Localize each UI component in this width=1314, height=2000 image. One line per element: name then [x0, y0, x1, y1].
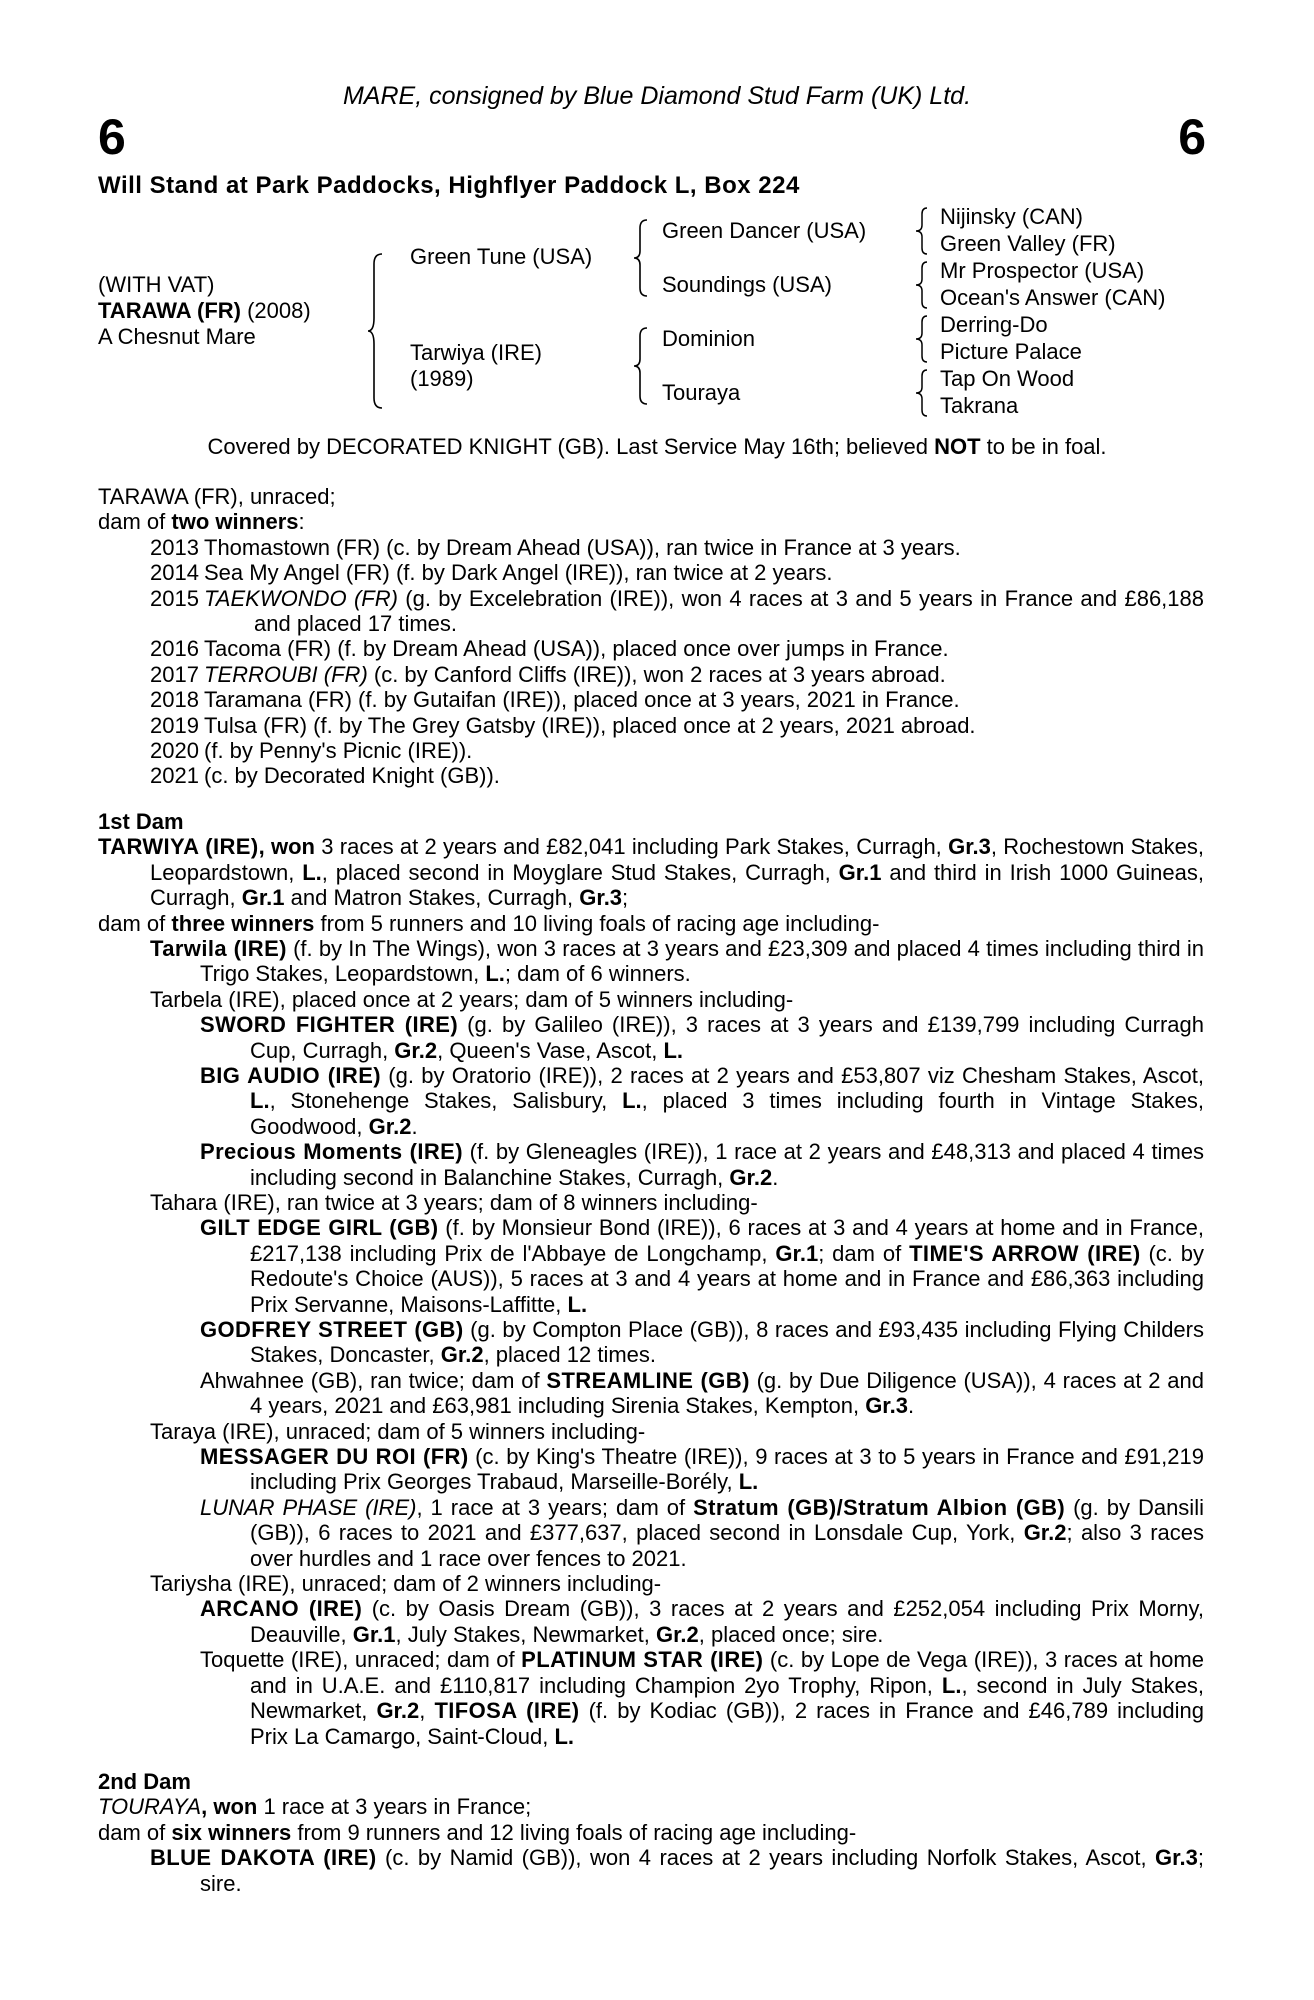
gen3-ancestor: Nijinsky (CAN) [940, 204, 1083, 229]
grade: L. [663, 1037, 684, 1063]
consignor-line: MARE, consigned by Blue Diamond Stud Farm (UK) Ltd. [342, 82, 972, 110]
grade: L. [738, 1469, 759, 1495]
text: , placed once; sire. [698, 1621, 884, 1647]
horse-name: PLATINUM STAR (IRE) [521, 1647, 764, 1673]
grade: L. [567, 1291, 588, 1317]
text: (f. by Kodiac (GB)), 2 races in France and £46,789 including Prix La Camargo, Saint-Cloud, [250, 1698, 1204, 1749]
text: . [908, 1393, 915, 1419]
entry-godfrey-street [98, 1317, 1204, 1368]
grade: Gr.2 [1023, 1520, 1067, 1546]
entry-tarwila [98, 936, 1204, 987]
entry-gilt-edge-girl [98, 1215, 1204, 1317]
text: (f. by Gleneagles (IRE)), 1 race at 2 years and £48,313 and placed 4 times including second in Balanchine Stakes, Curragh, [250, 1139, 1205, 1190]
text: ; also 3 races over hurdles and 1 race over fences to 2021. [250, 1520, 1204, 1571]
dam: Tarwiya (IRE) [410, 340, 543, 365]
lot-number-right: 6 [1178, 109, 1206, 165]
text: (c. by Lope de Vega (IRE)), 3 races at home and in U.A.E. and £110,817 including Champion 2yo Trophy, Ripon, [250, 1647, 1204, 1698]
text: ; dam of 6 winners. [504, 961, 691, 987]
winner-count: six winners [171, 1819, 292, 1845]
second-dam-produce [98, 1820, 1204, 1845]
gen3-ancestor: Tap On Wood [940, 366, 1075, 391]
grade: L. [941, 1672, 962, 1698]
entry-precious-moments [98, 1139, 1204, 1190]
text: . [411, 1113, 418, 1139]
entry-ahwahnee [98, 1368, 1204, 1419]
text: (g. by Galileo (IRE)), 3 races at 3 years and £139,799 including Curragh Cup, Curragh, [250, 1012, 1204, 1063]
grade: Gr.3 [579, 885, 623, 911]
produce-year: 2013 [150, 534, 199, 560]
grade: Gr.1 [352, 1621, 396, 1647]
dam-year: (1989) [410, 366, 474, 391]
grade: L. [554, 1723, 575, 1749]
horse-year: (2008) [240, 298, 311, 323]
gen3-ancestor: Picture Palace [940, 339, 1082, 364]
won: , won [201, 1794, 258, 1820]
produce-text [204, 586, 1204, 637]
text: 3 races at 2 years and £82,041 including Park Stakes, Curragh, [315, 834, 949, 860]
produce-detail: (c. by Canford Cliffs (IRE)), won 2 races at 3 years abroad. [367, 661, 946, 687]
grade: Gr.2 [376, 1698, 420, 1724]
produce-year: 2019 [150, 712, 199, 738]
produce-row [98, 586, 1204, 637]
text: Ahwahnee (GB), ran twice; dam of [200, 1367, 547, 1393]
gen3-ancestor: Ocean's Answer (CAN) [940, 285, 1166, 310]
horse-description: A Chesnut Mare [98, 324, 256, 349]
text: : [298, 509, 305, 535]
produce-row [98, 687, 1204, 712]
text: (c. by Oasis Dream (GB)), 3 races at 2 years and £252,054 including Prix Morny, Deauville, [250, 1596, 1204, 1647]
produce-year: 2016 [150, 636, 199, 662]
text: . [772, 1164, 779, 1190]
text: , Stonehenge Stakes, Salisbury, [269, 1088, 623, 1114]
text: (g. by Compton Place (GB)), 8 races and £93,435 including Flying Childers Stakes, Doncaster, [250, 1317, 1204, 1368]
produce-row [98, 763, 1204, 788]
produce-name: TERROUBI (FR) [204, 661, 368, 687]
produce-row [98, 738, 1204, 763]
grade: L. [485, 961, 505, 987]
gen1-brace [366, 252, 386, 410]
grade: Gr.2 [368, 1113, 412, 1139]
text: , July Stakes, Newmarket, [395, 1621, 656, 1647]
produce-dam-of [98, 509, 1204, 534]
produce-year: 2018 [150, 687, 199, 713]
entry-tariysha: Tariysha (IRE), unraced; dam of 2 winners including- [150, 1571, 662, 1597]
covering-end: to be in foal. [980, 434, 1107, 459]
gen3-brace-4 [914, 368, 930, 418]
gen2-brace-top [632, 218, 650, 298]
horse-name: Tarwila (IRE) [150, 935, 287, 961]
grade: Gr.2 [729, 1164, 773, 1190]
gen3-ancestor: Green Valley (FR) [940, 231, 1116, 256]
horse-name: TIME'S ARROW (IRE) [909, 1240, 1141, 1266]
won: , won [258, 834, 315, 860]
text: (g. by Oratorio (IRE)), 2 races at 2 years and £53,807 viz Chesham Stakes, Ascot, [381, 1062, 1204, 1088]
sire: Green Tune (USA) [410, 244, 593, 269]
entry-tarbela: Tarbela (IRE), placed once at 2 years; dam of 5 winners including- [150, 986, 794, 1012]
covering-note [0, 434, 1314, 460]
produce-text: (c. by Decorated Knight (GB)). [204, 763, 500, 789]
produce-row [98, 535, 1204, 560]
horse-name: SWORD FIGHTER (IRE) [200, 1012, 459, 1038]
grade: Gr.1 [838, 859, 882, 885]
text: ; sire. [200, 1845, 1204, 1896]
grade: Gr.3 [1155, 1845, 1198, 1871]
text: (c. by Namid (GB)), won 4 races at 2 years including Norfolk Stakes, Ascot, [376, 1845, 1156, 1871]
produce-text: Tulsa (FR) (f. by The Grey Gatsby (IRE)), placed once at 2 years, 2021 abroad. [204, 712, 976, 738]
gen3-ancestor: Mr Prospector (USA) [940, 258, 1145, 283]
text: dam of [98, 1819, 172, 1845]
text: 1 race at 3 years in France; [257, 1794, 532, 1820]
horse-name: MESSAGER DU ROI (FR) [200, 1444, 469, 1470]
produce-row [98, 560, 1204, 585]
grade: L. [622, 1088, 642, 1114]
dam-name: TARWIYA (IRE) [98, 834, 259, 860]
text: (g. by Due Diligence (USA)), 4 races at 2 and 4 years, 2021 and £63,981 including Sirenia Stakes, Kempton, [250, 1367, 1205, 1419]
horse-name: STREAMLINE (GB) [546, 1367, 750, 1393]
produce-record [98, 484, 1204, 1896]
second-dam-record [98, 1794, 1204, 1819]
text: , Rochestown Stakes, Leopardstown, [150, 834, 1205, 885]
first-dam-heading: 1st Dam [98, 808, 184, 834]
covering-text: Covered by DECORATED KNIGHT (GB). Last Service May 16th; believed [207, 434, 935, 459]
horse-name: TIFOSA (IRE) [434, 1698, 580, 1724]
winner-count: three winners [171, 910, 315, 936]
produce-text: Thomastown (FR) (c. by Dream Ahead (USA)), ran twice in France at 3 years. [204, 534, 961, 560]
grade: Gr.2 [394, 1037, 438, 1063]
gen3-brace-3 [914, 314, 930, 364]
entry-blue-dakota [98, 1845, 1204, 1896]
produce-row [98, 713, 1204, 738]
produce-year: 2017 [150, 661, 199, 687]
entry-tahara: Tahara (IRE), ran twice at 3 years; dam of 8 winners including- [150, 1189, 758, 1215]
horse-name: GODFREY STREET (GB) [200, 1317, 464, 1342]
second-dam-heading: 2nd Dam [98, 1768, 191, 1794]
produce-text: Sea My Angel (FR) (f. by Dark Angel (IRE)), ran twice at 2 years. [204, 560, 833, 586]
produce-year: 2021 [150, 763, 199, 789]
text: from 5 runners and 10 living foals of racing age including- [314, 910, 880, 936]
produce-year: 2014 [150, 560, 199, 586]
produce-name: TAEKWONDO (FR) [204, 585, 398, 611]
entry-arcano [98, 1596, 1204, 1647]
grade: Gr.3 [948, 834, 991, 860]
covering-not: NOT [934, 434, 981, 459]
grade: L. [302, 859, 322, 885]
entry-big-audio [98, 1063, 1204, 1139]
entry-lunar-phase [98, 1495, 1204, 1571]
lot-number-left: 6 [98, 109, 126, 165]
text: , placed second in Moyglare Stud Stakes, Curragh, [321, 859, 839, 885]
entry-messager-du-roi [98, 1444, 1204, 1495]
dam-name: TOURAYA [98, 1794, 202, 1820]
horse-name: BIG AUDIO (IRE) [200, 1062, 382, 1088]
first-dam-produce [98, 911, 1204, 936]
gen3-brace-1 [914, 206, 930, 256]
gen3-ancestor: Takrana [940, 393, 1019, 418]
produce-text [204, 662, 1204, 687]
horse-name: Stratum (GB)/Stratum Albion (GB) [693, 1494, 1066, 1520]
text: and Matron Stakes, Curragh, [284, 885, 580, 911]
produce-row [98, 662, 1204, 687]
produce-detail: (g. by Excelebration (IRE)), won 4 races at 3 and 5 years in France and £86,188 and placed 17 times. [254, 585, 1204, 637]
text: , 1 race at 3 years; dam of [416, 1494, 694, 1520]
horse-name: BLUE DAKOTA (IRE) [150, 1845, 377, 1871]
dam-sire: Dominion [662, 326, 755, 351]
gen3-ancestor: Derring-Do [940, 312, 1048, 337]
sire-sire: Green Dancer (USA) [662, 218, 867, 243]
horse-name: GILT EDGE GIRL (GB) [200, 1215, 439, 1241]
produce-year: 2015 [150, 585, 199, 611]
text: (g. by Dansili (GB)), 6 races to 2021 and £377,637, placed second in Lonsdale Cup, York, [250, 1494, 1204, 1546]
entry-sword-fighter [98, 1012, 1204, 1063]
gen3-brace-2 [914, 260, 930, 310]
text: (c. by King's Theatre (IRE)), 9 races at 3 to 5 years in France and £91,219 including Prix Georges Trabaud, Marseille-Borély, [250, 1444, 1204, 1495]
text: ; [622, 885, 629, 911]
text: , placed 12 times. [483, 1342, 657, 1368]
grade: Gr.3 [865, 1393, 908, 1419]
first-dam-record [98, 834, 1204, 910]
produce-text: Taramana (FR) (f. by Gutaifan (IRE)), placed once at 3 years, 2021 in France. [204, 687, 960, 713]
text: , second in July Stakes, Newmarket, [250, 1672, 1204, 1724]
text: and third in Irish 1000 Guineas, Curragh, [150, 859, 1204, 911]
produce-year: 2020 [150, 738, 199, 764]
horse-name-line [98, 298, 311, 324]
text: dam of [98, 509, 172, 535]
grade: Gr.1 [241, 885, 285, 911]
horse-name: LUNAR PHASE (IRE) [200, 1494, 417, 1520]
text: from 9 runners and 12 living foals of racing age including- [291, 1819, 857, 1845]
text: , placed 3 times including fourth in Vintage Stakes, Goodwood, [250, 1088, 1204, 1139]
grade: Gr.2 [655, 1621, 699, 1647]
text: ; dam of [818, 1240, 910, 1266]
produce-intro: TARAWA (FR), unraced; [98, 484, 336, 509]
entry-taraya: Taraya (IRE), unraced; dam of 5 winners including- [150, 1418, 646, 1444]
text: (f. by Monsieur Bond (IRE)), 6 races at 3 and 4 years at home and in France, £217,138 including Prix de l'Abbaye de Longchamp, [250, 1215, 1205, 1266]
horse-name: ARCANO (IRE) [200, 1596, 363, 1622]
grade: Gr.1 [775, 1240, 819, 1266]
dam-dam: Touraya [662, 380, 741, 405]
entry-toquette [98, 1647, 1204, 1749]
horse-name: Precious Moments (IRE) [200, 1139, 463, 1165]
text: (f. by In The Wings), won 3 races at 3 years and £23,309 and placed 4 times including third in Trigo Stakes, Leopardstown, [200, 935, 1204, 987]
sire-dam: Soundings (USA) [662, 272, 832, 297]
text: , [419, 1698, 435, 1724]
text: (c. by Redoute's Choice (AUS)), 5 races at 3 and 4 years at home and in France and £86,363 including Prix Servanne, Maisons-Laffitte, [250, 1240, 1204, 1317]
horse-name: TARAWA (FR) [98, 298, 241, 323]
winner-count: two winners [171, 509, 299, 535]
text: Toquette (IRE), unraced; dam of [200, 1647, 522, 1673]
grade: Gr.2 [440, 1342, 484, 1368]
grade: L. [250, 1088, 270, 1114]
stand-location: Will Stand at Park Paddocks, Highflyer Paddock L, Box 224 [98, 172, 800, 199]
text: dam of [98, 910, 172, 936]
gen2-brace-bottom [632, 326, 650, 406]
text: , Queen's Vase, Ascot, [437, 1037, 664, 1063]
produce-row [98, 636, 1204, 661]
produce-text: (f. by Penny's Picnic (IRE)). [204, 738, 473, 764]
produce-text: Tacoma (FR) (f. by Dream Ahead (USA)), placed once over jumps in France. [204, 636, 949, 662]
vat-note: (WITH VAT) [98, 272, 215, 297]
